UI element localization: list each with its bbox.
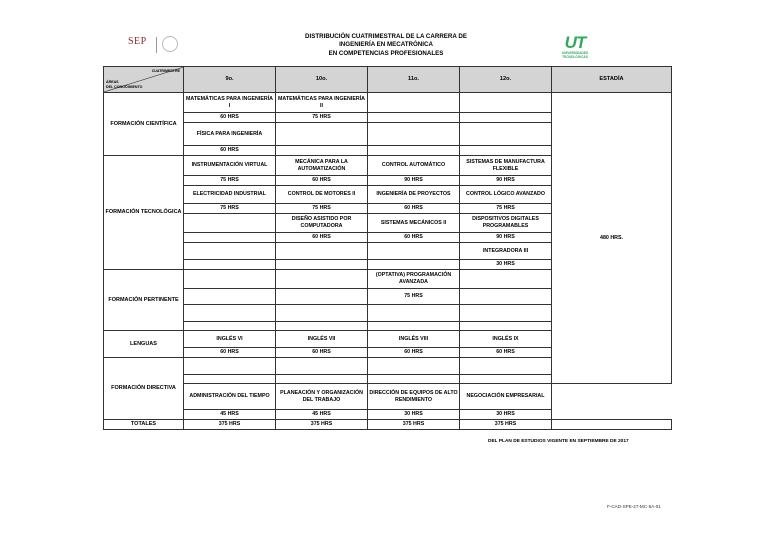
hours-cell bbox=[368, 146, 460, 156]
hours-cell bbox=[460, 146, 552, 156]
area-tecnologica: FORMACIÓN TECNOLÓGICA bbox=[104, 156, 184, 270]
subject-cell: INTEGRADORA III bbox=[460, 243, 552, 260]
corner-label-areas-1: ÁREAS bbox=[106, 80, 119, 84]
title-line-1: DISTRIBUCIÓN CUATRIMESTRAL DE LA CARRERA DE bbox=[305, 33, 467, 40]
subject-cell: CONTROL LÓGICO AVANZADO bbox=[460, 186, 552, 204]
subject-cell bbox=[368, 93, 460, 113]
hours-cell: 60 HRS bbox=[184, 113, 276, 123]
empty-cell bbox=[368, 375, 460, 384]
hours-cell: 60 HRS bbox=[276, 233, 368, 243]
table-row bbox=[104, 384, 672, 410]
header-corner-cell bbox=[104, 67, 184, 93]
hours-cell bbox=[368, 260, 460, 270]
hours-cell: 75 HRS bbox=[276, 204, 368, 214]
subject-cell bbox=[276, 243, 368, 260]
subject-cell bbox=[276, 123, 368, 146]
empty-cell bbox=[368, 358, 460, 375]
ut-logo bbox=[552, 34, 598, 60]
title-line-2: INGENIERÍA EN MECATRÓNICA bbox=[339, 41, 433, 49]
total-cell: 375 HRS bbox=[276, 420, 368, 430]
area-cientifica: FORMACIÓN CIENTÍFICA bbox=[104, 93, 184, 156]
hours-cell: 45 HRS bbox=[184, 410, 276, 420]
hours-cell: 60 HRS bbox=[368, 233, 460, 243]
title-line-3: EN COMPETENCIAS PROFESIONALES bbox=[328, 49, 444, 57]
subject-cell: CONTROL DE MOTORES II bbox=[276, 186, 368, 204]
corner-label-areas-2: DEL CONOCIMIENTO bbox=[106, 85, 143, 89]
column-header-11: 11o. bbox=[368, 67, 460, 93]
hours-cell bbox=[460, 289, 552, 305]
subject-cell: SISTEMAS DE MANUFACTURA FLEXIBLE bbox=[460, 156, 552, 176]
total-cell: 375 HRS bbox=[368, 420, 460, 430]
subject-cell bbox=[368, 243, 460, 260]
hours-cell: 60 HRS bbox=[184, 146, 276, 156]
hours-cell bbox=[460, 113, 552, 123]
column-header-9: 9o. bbox=[184, 67, 276, 93]
subject-cell: INGLÉS IX bbox=[460, 331, 552, 348]
empty-cell bbox=[184, 305, 276, 322]
hours-cell bbox=[368, 113, 460, 123]
subject-cell: MATEMÁTICAS PARA INGENIERÍA I bbox=[184, 93, 276, 113]
hours-cell bbox=[184, 289, 276, 305]
subject-cell: DIRECCIÓN DE EQUIPOS DE ALTO RENDIMIENTO bbox=[368, 384, 460, 410]
subject-cell: ADMINISTRACIÓN DEL TIEMPO bbox=[184, 384, 276, 410]
subject-cell: MATEMÁTICAS PARA INGENIERÍA II bbox=[276, 93, 368, 113]
hours-cell: 30 HRS bbox=[368, 410, 460, 420]
subject-cell: DISEÑO ASISTIDO POR COMPUTADORA bbox=[276, 214, 368, 233]
curriculum-table bbox=[103, 66, 672, 430]
hours-cell: 90 HRS bbox=[368, 176, 460, 186]
hours-cell bbox=[276, 146, 368, 156]
hours-cell: 60 HRS bbox=[276, 348, 368, 358]
corner-label-cuatrimestre: CUATRIMESTRE bbox=[151, 69, 180, 73]
hours-cell: 60 HRS bbox=[460, 348, 552, 358]
subject-cell: INSTRUMENTACIÓN VIRTUAL bbox=[184, 156, 276, 176]
hours-cell: 60 HRS bbox=[276, 176, 368, 186]
hours-cell bbox=[276, 289, 368, 305]
hours-cell bbox=[184, 233, 276, 243]
area-lenguas: LENGUAS bbox=[104, 331, 184, 358]
subject-cell: MECÁNICA PARA LA AUTOMATIZACIÓN bbox=[276, 156, 368, 176]
table-row bbox=[104, 410, 672, 420]
national-seal-icon bbox=[162, 36, 178, 52]
totals-label: TOTALES bbox=[104, 420, 184, 430]
hours-cell: 60 HRS bbox=[184, 348, 276, 358]
document-title bbox=[280, 33, 492, 58]
empty-cell bbox=[460, 358, 552, 375]
corner-label-areas bbox=[106, 80, 142, 90]
empty-cell bbox=[460, 322, 552, 331]
empty-cell bbox=[184, 322, 276, 331]
subject-cell: DISPOSITIVOS DIGITALES PROGRAMABLES bbox=[460, 214, 552, 233]
hours-cell bbox=[184, 260, 276, 270]
subject-cell: INGLÉS VI bbox=[184, 331, 276, 348]
subject-cell: SISTEMAS MECÁNICOS II bbox=[368, 214, 460, 233]
subject-cell: CONTROL AUTOMÁTICO bbox=[368, 156, 460, 176]
sep-logo-text: SEP bbox=[128, 36, 147, 47]
empty-cell bbox=[460, 305, 552, 322]
sep-logo bbox=[122, 34, 184, 56]
subject-cell bbox=[184, 270, 276, 289]
totals-row bbox=[104, 420, 672, 430]
subject-cell bbox=[460, 93, 552, 113]
table-header-row bbox=[104, 67, 672, 93]
hours-cell: 75 HRS bbox=[184, 204, 276, 214]
subject-cell bbox=[368, 123, 460, 146]
hours-cell: 30 HRS bbox=[460, 410, 552, 420]
subject-cell: INGENIERÍA DE PROYECTOS bbox=[368, 186, 460, 204]
ut-logo-mark: UT bbox=[564, 33, 586, 52]
total-cell: 375 HRS bbox=[184, 420, 276, 430]
empty-cell bbox=[184, 358, 276, 375]
area-pertinente: FORMACIÓN PERTINENTE bbox=[104, 270, 184, 331]
empty-cell bbox=[552, 420, 672, 430]
document-code: F-CAD-SPE-27-MC-5A-01 bbox=[607, 504, 661, 509]
empty-cell bbox=[276, 358, 368, 375]
column-header-estadia: ESTADÍA bbox=[552, 67, 672, 93]
subject-cell bbox=[184, 243, 276, 260]
subject-cell bbox=[184, 214, 276, 233]
plan-footnote: DEL PLAN DE ESTUDIOS VIGENTE EN SEPTIEMBRE DE 2017 bbox=[488, 439, 629, 444]
empty-cell bbox=[276, 305, 368, 322]
hours-cell: 75 HRS bbox=[460, 204, 552, 214]
empty-cell bbox=[368, 322, 460, 331]
empty-cell bbox=[184, 375, 276, 384]
table-row bbox=[104, 93, 672, 113]
hours-cell: 60 HRS bbox=[368, 204, 460, 214]
hours-cell: 45 HRS bbox=[276, 410, 368, 420]
hours-cell: 75 HRS bbox=[276, 113, 368, 123]
hours-cell: 90 HRS bbox=[460, 176, 552, 186]
subject-cell: NEGOCIACIÓN EMPRESARIAL bbox=[460, 384, 552, 410]
empty-cell bbox=[460, 375, 552, 384]
column-header-12: 12o. bbox=[460, 67, 552, 93]
subject-cell: PLANEACIÓN Y ORGANIZACIÓN DEL TRABAJO bbox=[276, 384, 368, 410]
hours-cell: 75 HRS bbox=[184, 176, 276, 186]
hours-cell bbox=[276, 260, 368, 270]
column-header-10: 10o. bbox=[276, 67, 368, 93]
subject-cell bbox=[276, 270, 368, 289]
subject-cell: FÍSICA PARA INGENIERÍA bbox=[184, 123, 276, 146]
estadia-hours: 480 HRS. bbox=[552, 93, 672, 384]
hours-cell: 90 HRS bbox=[460, 233, 552, 243]
empty-cell bbox=[276, 375, 368, 384]
subject-cell: ELECTRICIDAD INDUSTRIAL bbox=[184, 186, 276, 204]
empty-cell bbox=[368, 305, 460, 322]
total-cell: 375 HRS bbox=[460, 420, 552, 430]
subject-cell bbox=[460, 270, 552, 289]
hours-cell: 30 HRS bbox=[460, 260, 552, 270]
area-directiva: FORMACIÓN DIRECTIVA bbox=[104, 358, 184, 420]
subject-cell: (OPTATIVA) PROGRAMACIÓN AVANZADA bbox=[368, 270, 460, 289]
subject-cell bbox=[460, 123, 552, 146]
ut-logo-caption: UNIVERSIDADES TECNOLÓGICAS bbox=[561, 51, 589, 59]
subject-cell: INGLÉS VII bbox=[276, 331, 368, 348]
sep-logo-divider bbox=[156, 37, 157, 53]
empty-cell bbox=[276, 322, 368, 331]
hours-cell: 75 HRS bbox=[368, 289, 460, 305]
subject-cell: INGLÉS VIII bbox=[368, 331, 460, 348]
hours-cell: 60 HRS bbox=[368, 348, 460, 358]
